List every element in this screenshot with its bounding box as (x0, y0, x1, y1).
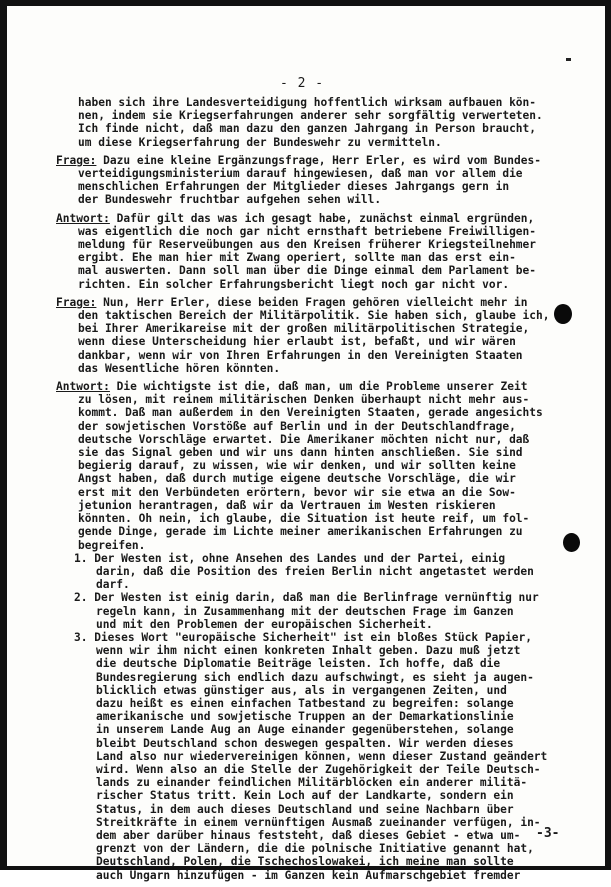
text-line: kommt. Daß man außerdem in den Vereinigten Staaten, gerade angesichts (78, 406, 543, 420)
text-line: um diese Kriegserfahrung der Bundeswehr zu vermitteln. (78, 135, 442, 149)
list-item (56, 591, 584, 631)
list-item (56, 631, 584, 882)
text-line: erst mit den Verbündeten erörtern, bevor wir sie etwa an die Sow- (78, 485, 516, 499)
text-line: ergibt. Ehe man hier mit Zwang operiert, sollte man das erst ein- (78, 251, 516, 265)
text-line: bei Ihrer Amerikareise mit der großen militärpolitischen Strategie, (78, 322, 530, 336)
list-item (56, 552, 584, 592)
answer-1 (56, 212, 584, 291)
text-line: zu lösen, mit reinem militärischen Denken überhaupt nicht mehr aus- (78, 393, 530, 407)
text-line: wird. Wenn also an die Stelle der Zugehörigkeit der Teile Deutsch- (96, 762, 541, 776)
text-line: wenn wir ihm nicht einen konkreten Inhalt geben. Dazu muß jetzt (96, 644, 521, 658)
text-line: Streitkräfte in einem vernünftigen Ausmaß zueinander verfügen, in- (96, 815, 541, 829)
text-line: dem aber darüber hinaus feststeht, daß dieses Gebiet - etwa um- (96, 828, 521, 842)
text-line: meldung für Reserveübungen aus den Kreisen früherer Kriegsteilnehmer (78, 238, 537, 252)
text-line: haben sich ihre Landesverteidigung hoffentlich wirksam aufbauen kön- (78, 96, 537, 109)
text-line: sie das Signal geben und wir uns dann hinten anschließen. Sie sind (78, 446, 523, 460)
text-line: auch Ungarn hinzufügen - im Ganzen kein Aufmarschgebiet fremder (96, 868, 521, 882)
text-line: Deutschland, Polen, die Tschechoslowakei, ich meine man sollte (96, 855, 514, 869)
answer-2 (56, 380, 584, 882)
text-line: das Wesentliche hören könnten. (78, 361, 281, 375)
text-line: der Bundeswehr fruchtbar aufgehen sehen will. (78, 193, 382, 207)
text-line: begierig darauf, zu wissen, wie wir denken, und wir sollten keine (78, 459, 516, 473)
text-line: richten. Ein solcher Erfahrungsbericht liegt noch gar nicht vor. (78, 277, 510, 291)
page-number: - 2 - (280, 76, 325, 91)
text-line: blicklich etwas günstiger aus, als in vergangenen Zeiten, und (96, 683, 507, 697)
text-line: 3. Dieses Wort "europäische Sicherheit" ist ein bloßes Stück Papier, (74, 630, 533, 644)
text-line: in unserem Lande Aug an Auge einander gegenüberstehen, solange (96, 723, 514, 737)
text-line: Status, in dem auch dieses Deutschland und seine Nachbarn über (96, 802, 514, 816)
ink-blot (563, 533, 580, 552)
scan-border-top (0, 0, 611, 6)
text-line: begreifen. (78, 538, 146, 552)
text-line: die deutsche Diplomatie Beiträge leisten. Ich hoffe, daß die (96, 657, 501, 671)
text-line: amerikanische und sowjetische Truppen an der Demarkationslinie (96, 710, 514, 724)
text-line: bleibt Deutschland schon deswegen gespalten. Wir werden dieses (96, 736, 514, 750)
question-1 (56, 154, 584, 207)
text-line: wenn diese Unterscheidung hier erlaubt ist, befaßt, und wir wären (78, 335, 516, 349)
answer-label: Antwort: (56, 211, 110, 225)
text-line: Frage: Nun, Herr Erler, diese beiden Fragen gehören vielleicht mehr in (56, 295, 528, 309)
text-line: 2. Der Westen ist einig darin, daß man die Berlinfrage vernünftig nur (74, 591, 539, 605)
text-line: darin, daß die Position des freien Berlin nicht angetastet werden (96, 564, 534, 578)
text-line: dazu heißt es einen einfachen Tatbestand zu begreifen: solange (96, 696, 514, 710)
text-line: den taktischen Bereich der Militärpolitik. Sie haben sich, glaube ich, (78, 309, 550, 323)
text-line: verteidigungsministerium darauf hingewiesen, daß man vor allem die (78, 167, 523, 181)
text-line: nen, indem sie Kriegserfahrungen anderer sehr sorgfältig verwerteten. (78, 109, 543, 123)
text-line: Ich finde nicht, daß man dazu den ganzen Jahrgang in Person braucht, (78, 122, 537, 136)
next-page-marker: -3- (536, 826, 560, 841)
text-line: Bundesregierung sich endlich dazu aufschwingt, es sieht ja augen- (96, 670, 534, 684)
numbered-list (56, 552, 584, 882)
text-line: darf. (96, 578, 130, 592)
text-line: der sowjetischen Vorstöße auf Berlin und in der Deutschlandfrage, (78, 419, 516, 433)
text-line: Frage: Dazu eine kleine Ergänzungsfrage, Herr Erler, es wird vom Bundes- (56, 153, 541, 167)
text-line: Angst haben, daß durch mutige eigene deutsche Vorschläge, die wir (78, 472, 516, 486)
text-line: lands zu einander feindlichen Militärblöcken ein anderer militä- (96, 776, 528, 790)
scan-border-right (605, 0, 611, 870)
text-line: Antwort: Dafür gilt das was ich gesagt habe, zunächst einmal ergründen, (56, 211, 535, 225)
text-line: jetunion herantragen, daß wir da Vertrauen im Westen riskieren (78, 498, 496, 512)
text-line: was eigentlich die noch gar nicht ernsthaft betriebene Freiwilligen- (78, 224, 537, 238)
text-line: 1. Der Westen ist, ohne Ansehen des Landes und der Partei, einig (74, 551, 506, 565)
answer-label: Antwort: (56, 380, 110, 394)
text-line: rischer Status tritt. Kein Loch auf der Landkarte, sondern ein (96, 789, 514, 803)
text-line: Land also nur wiedervereinigen können, wenn dieser Zustand geändert (96, 749, 548, 763)
text-line: menschlichen Erfahrungen der Mitglieder dieses Jahrgangs gern in (78, 180, 510, 194)
scan-speck (566, 58, 571, 61)
question-label: Frage: (56, 153, 97, 167)
text-line: und mit den Problemen der europäischen Sicherheit. (96, 617, 433, 631)
text-line: dankbar, wenn wir von Ihren Erfahrungen in den Vereinigten Staaten (78, 348, 523, 362)
question-2 (56, 296, 584, 375)
text-line: gende Dinge, gerade im Lichte meiner amerikanischen Erfahrungen zu (78, 525, 523, 539)
document-body (56, 96, 584, 887)
text-line: regeln kann, in Zusammenhang mit der deutschen Frage im Ganzen (96, 604, 514, 618)
text-line: könnten. Oh nein, ich glaube, die Situation ist heute reif, um fol- (78, 512, 530, 526)
ink-blot (554, 304, 572, 324)
text-line: mal auswerten. Dann soll man über die Dinge einmal dem Parlament be- (78, 264, 537, 278)
intro-paragraph (56, 96, 584, 149)
scan-border-left (0, 0, 7, 870)
question-label: Frage: (56, 295, 97, 309)
text-line: Antwort: Die wichtigste ist die, daß man, um die Probleme unserer Zeit (56, 380, 528, 394)
text-line: grenzt von der Ländern, die die polnische Initiative genannt hat, (96, 842, 534, 856)
text-line: deutsche Vorschläge erwartet. Die Amerikaner möchten nicht nur, daß (78, 432, 530, 446)
